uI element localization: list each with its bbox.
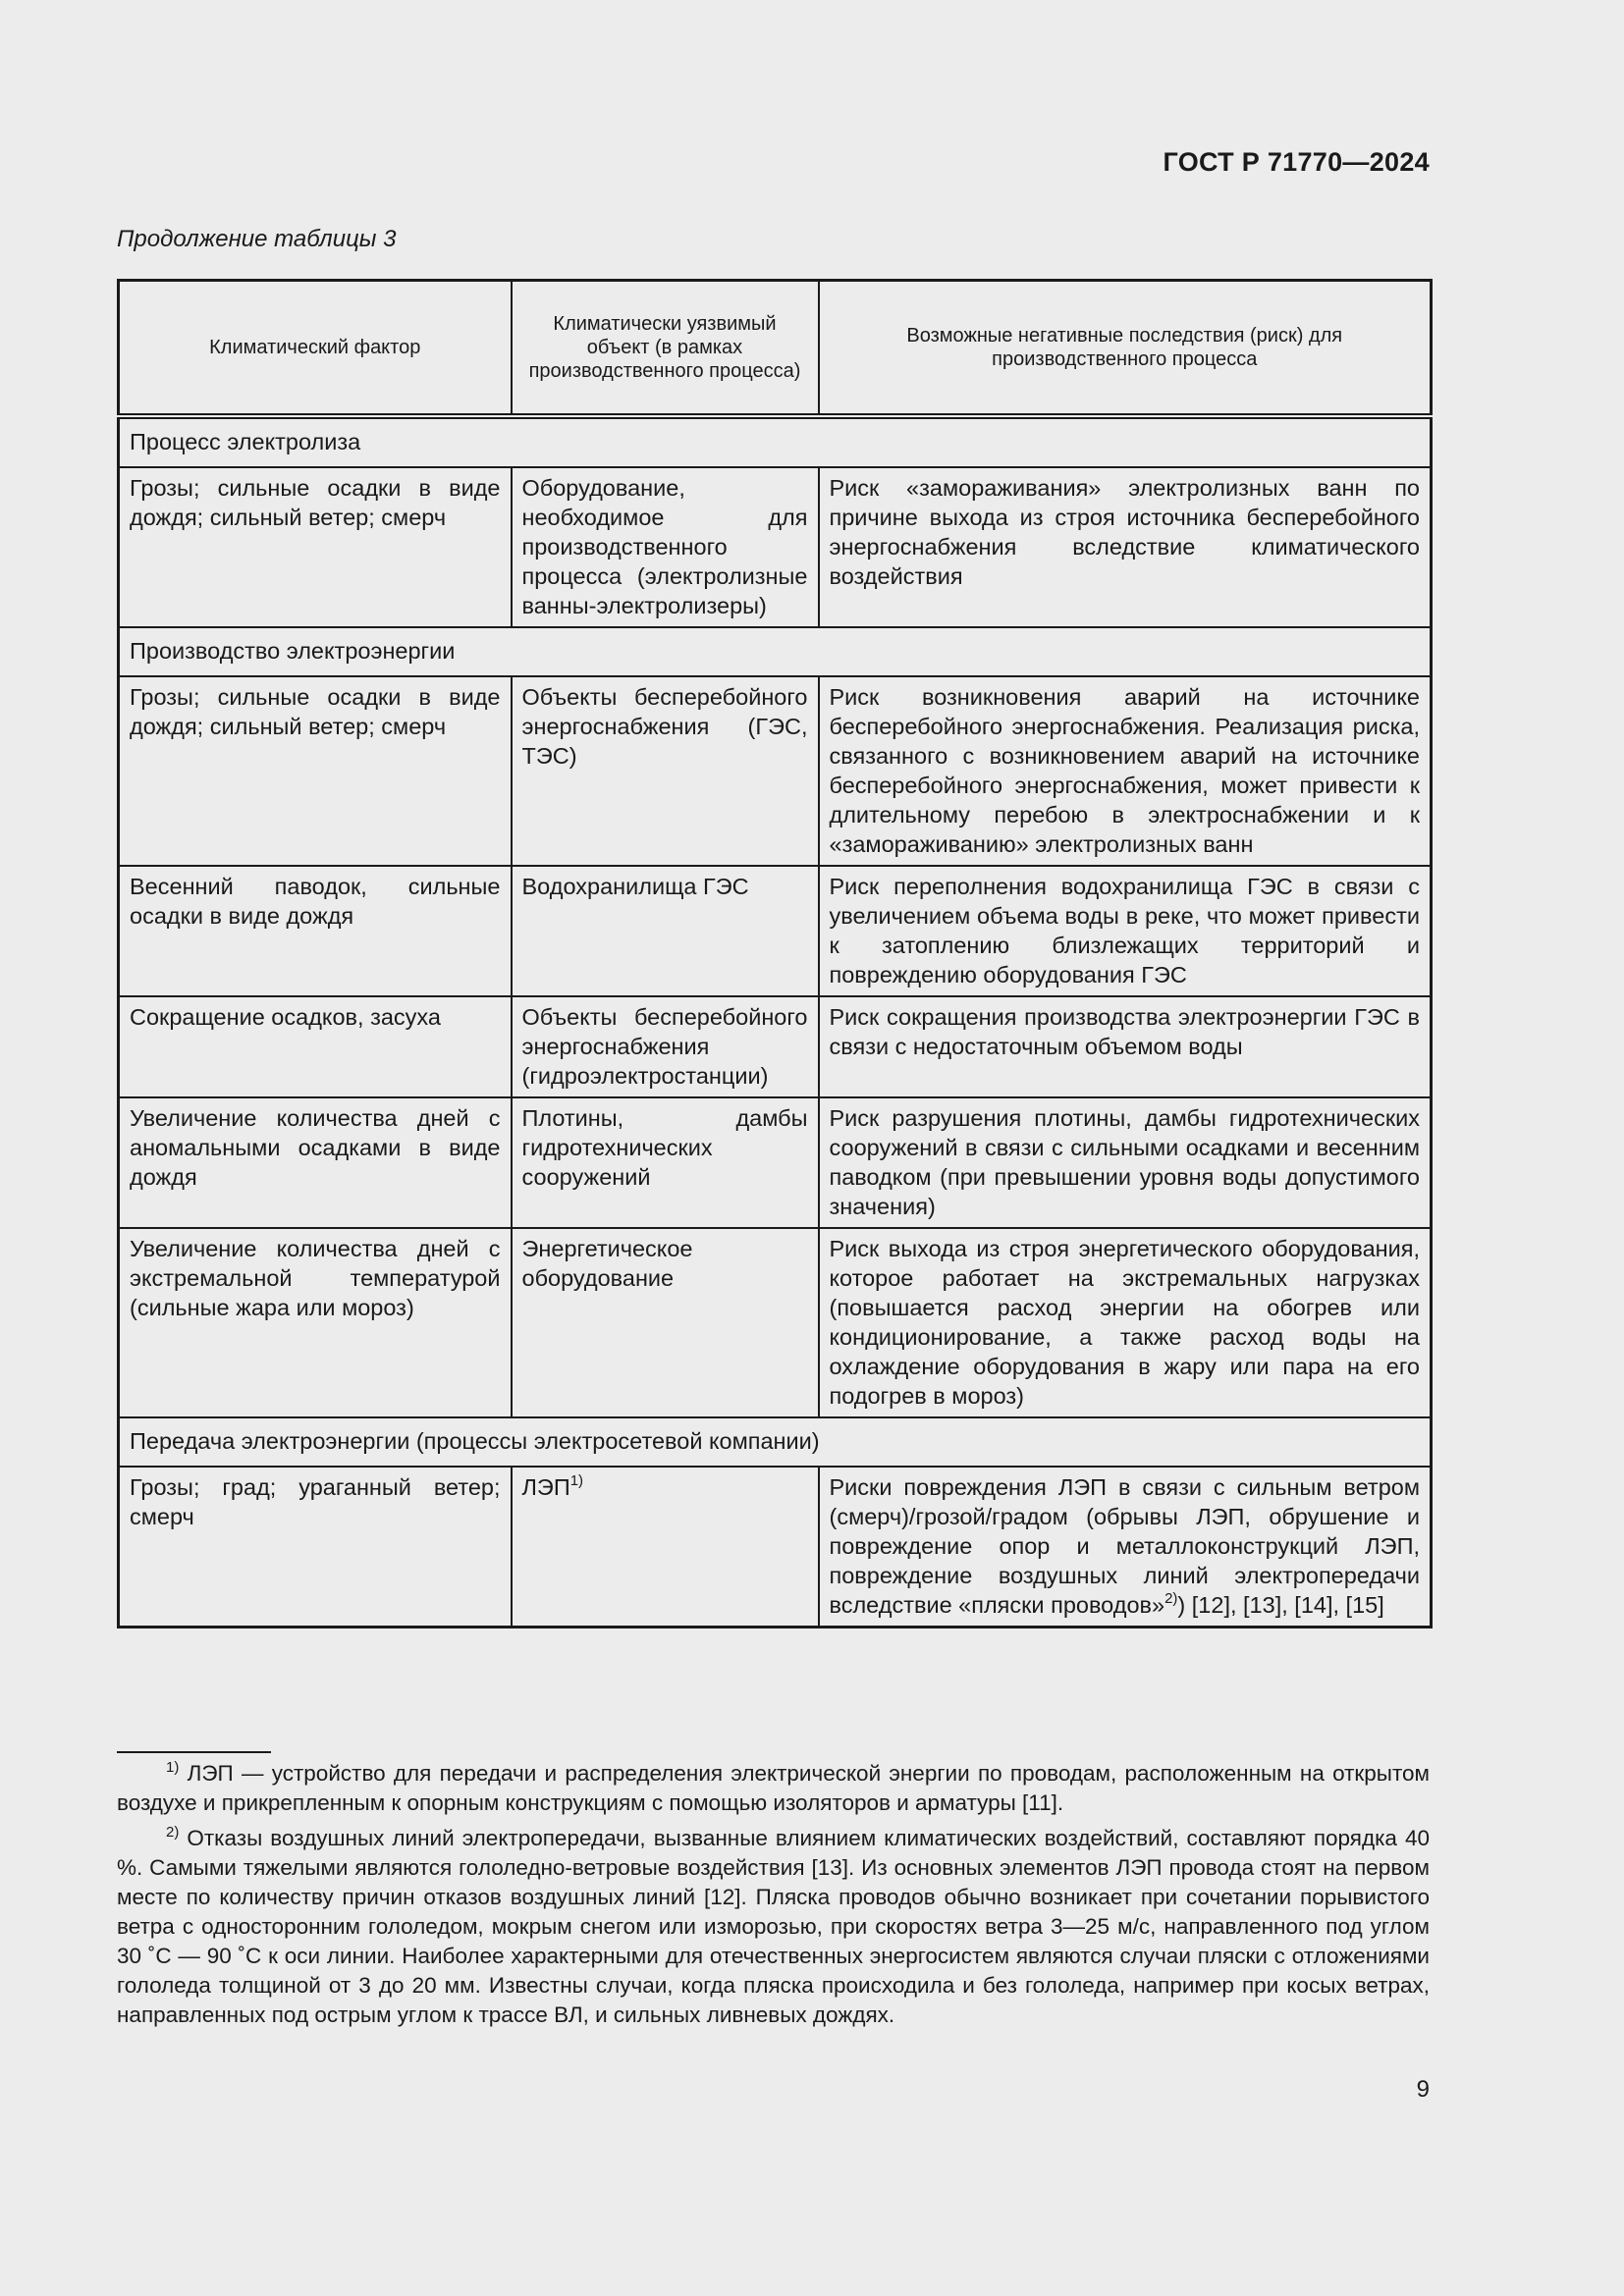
cell-factor: Сокращение осадков, засуха — [119, 996, 512, 1097]
cell-object: Плотины, дамбы гидротехнических сооружений — [512, 1097, 819, 1228]
cell-factor: Грозы; град; ураганный ветер; смерч — [119, 1467, 512, 1628]
cell-risk-references: ) [12], [13], [14], [15] — [1177, 1592, 1384, 1618]
cell-object-text: ЛЭП — [521, 1474, 570, 1500]
footnote-mark-1: 1) — [166, 1759, 180, 1776]
cell-factor: Весенний паводок, сильные осадки в виде дождя — [119, 866, 512, 996]
cell-risk: Риск «замораживания» электролизных ванн по причине выхода из строя источника бесперебойного энергоснабжения вследствие климатического воздействия — [819, 467, 1432, 627]
cell-factor: Грозы; сильные осадки в виде дождя; сильный ветер; смерч — [119, 676, 512, 866]
table-row — [119, 996, 1432, 1097]
column-header-object: Климатически уязвимый объект (в рамках производственного процесса) — [512, 281, 819, 417]
column-header-risk: Возможные негативные последствия (риск) для производственного процесса — [819, 281, 1432, 417]
cell-object: Объекты бесперебойного энергоснабжения (гидроэлектростанции) — [512, 996, 819, 1097]
footnote-text-1: ЛЭП — устройство для передачи и распределения электрической энергии по проводам, расположенным на открытом воздухе и прикрепленным к опорным конструкциям с помощью изоляторов и арматуры [11]. — [117, 1761, 1430, 1815]
table-row — [119, 467, 1432, 627]
cell-object: Объекты бесперебойного энергоснабжения (ГЭС, ТЭС) — [512, 676, 819, 866]
cell-risk: Риск разрушения плотины, дамбы гидротехнических сооружений в связи с сильными осадками и весенним паводком (при превышении уровня воды допустимого значения) — [819, 1097, 1432, 1228]
footnote-2 — [117, 1824, 1430, 2030]
cell-risk: Риск выхода из строя энергетического оборудования, которое работает на экстремальных нагрузках (повышается расход энергии на обогрев или кондиционирование, а также расход воды на охлаждение оборудования в жару или пара на его подогрев в мороз) — [819, 1228, 1432, 1417]
climate-risk-table — [117, 279, 1433, 1629]
document-code: ГОСТ Р 71770—2024 — [1163, 147, 1430, 177]
cell-risk — [819, 1467, 1432, 1628]
section-title: Передача электроэнергии (процессы электросетевой компании) — [119, 1417, 1432, 1467]
section-row — [119, 627, 1432, 676]
table-row — [119, 1467, 1432, 1628]
cell-factor: Увеличение количества дней с экстремальной температурой (сильные жара или мороз) — [119, 1228, 512, 1417]
cell-risk: Риск сокращения производства электроэнергии ГЭС в связи с недостаточным объемом воды — [819, 996, 1432, 1097]
cell-factor: Увеличение количества дней с аномальными осадками в виде дождя — [119, 1097, 512, 1228]
table-row — [119, 1228, 1432, 1417]
footnote-mark-2: 2) — [166, 1824, 180, 1841]
cell-object: Оборудование, необходимое для производственного процесса (электролизные ванны-электролизеры) — [512, 467, 819, 627]
cell-object — [512, 1467, 819, 1628]
table-row — [119, 676, 1432, 866]
cell-risk-text: Риски повреждения ЛЭП в связи с сильным ветром (смерч)/грозой/градом (обрывы ЛЭП, обрушение и повреждение опор и металлоконструкций ЛЭП, повреждение воздушных линий электропередачи вследствие «пляски проводов» — [829, 1474, 1420, 1618]
footnote-ref-2[interactable]: 2) — [1164, 1590, 1178, 1607]
table-row — [119, 866, 1432, 996]
section-row — [119, 1417, 1432, 1467]
section-title: Производство электроэнергии — [119, 627, 1432, 676]
table-container — [117, 279, 1430, 1629]
cell-object: Энергетическое оборудование — [512, 1228, 819, 1417]
section-title: Процесс электролиза — [119, 416, 1432, 467]
cell-risk: Риск возникновения аварий на источнике бесперебойного энергоснабжения. Реализация риска, связанного с возникновением аварий на источнике бесперебойного энергоснабжения, может привести к длительному перебою в электроснабжении и к «замораживанию» электролизных ванн — [819, 676, 1432, 866]
table-header-row — [119, 281, 1432, 417]
table-row — [119, 1097, 1432, 1228]
footnote-1 — [117, 1759, 1430, 1818]
column-header-factor: Климатический фактор — [119, 281, 512, 417]
footnote-text-2: Отказы воздушных линий электропередачи, вызванные влиянием климатических воздействий, составляют порядка 40 %. Самыми тяжелыми являются гололедно-ветровые воздействия [13]. Из основных элементов ЛЭП провода стоят на первом месте по количеству причин отказов воздушных линий [12]. Пляска проводов обычно возникает при сочетании порывистого ветра с односторонним гололедом, мокрым снегом или изморозью, при скоростях ветра 3—25 м/с, направленного под углом 30 ˚С — 90 ˚С к оси линии. Наиболее характерными для отечественных энергосистем являются случаи пляски с отложениями гололеда толщиной от 3 до 20 мм. Известны случаи, когда пляска происходила и без гололеда, например при косых ветрах, направленных под острым углом к трассе ВЛ, и сильных ливневых дождях. — [117, 1826, 1430, 2027]
page-number: 9 — [1416, 2076, 1430, 2103]
cell-object: Водохранилища ГЭС — [512, 866, 819, 996]
footnote-ref-1[interactable]: 1) — [569, 1472, 584, 1489]
footnotes — [117, 1759, 1430, 2036]
footnote-separator — [117, 1751, 271, 1753]
section-row — [119, 416, 1432, 467]
table-caption: Продолжение таблицы 3 — [117, 226, 397, 252]
cell-factor: Грозы; сильные осадки в виде дождя; сильный ветер; смерч — [119, 467, 512, 627]
cell-risk: Риск переполнения водохранилища ГЭС в связи с увеличением объема воды в реке, что может привести к затоплению близлежащих территорий и повреждению оборудования ГЭС — [819, 866, 1432, 996]
